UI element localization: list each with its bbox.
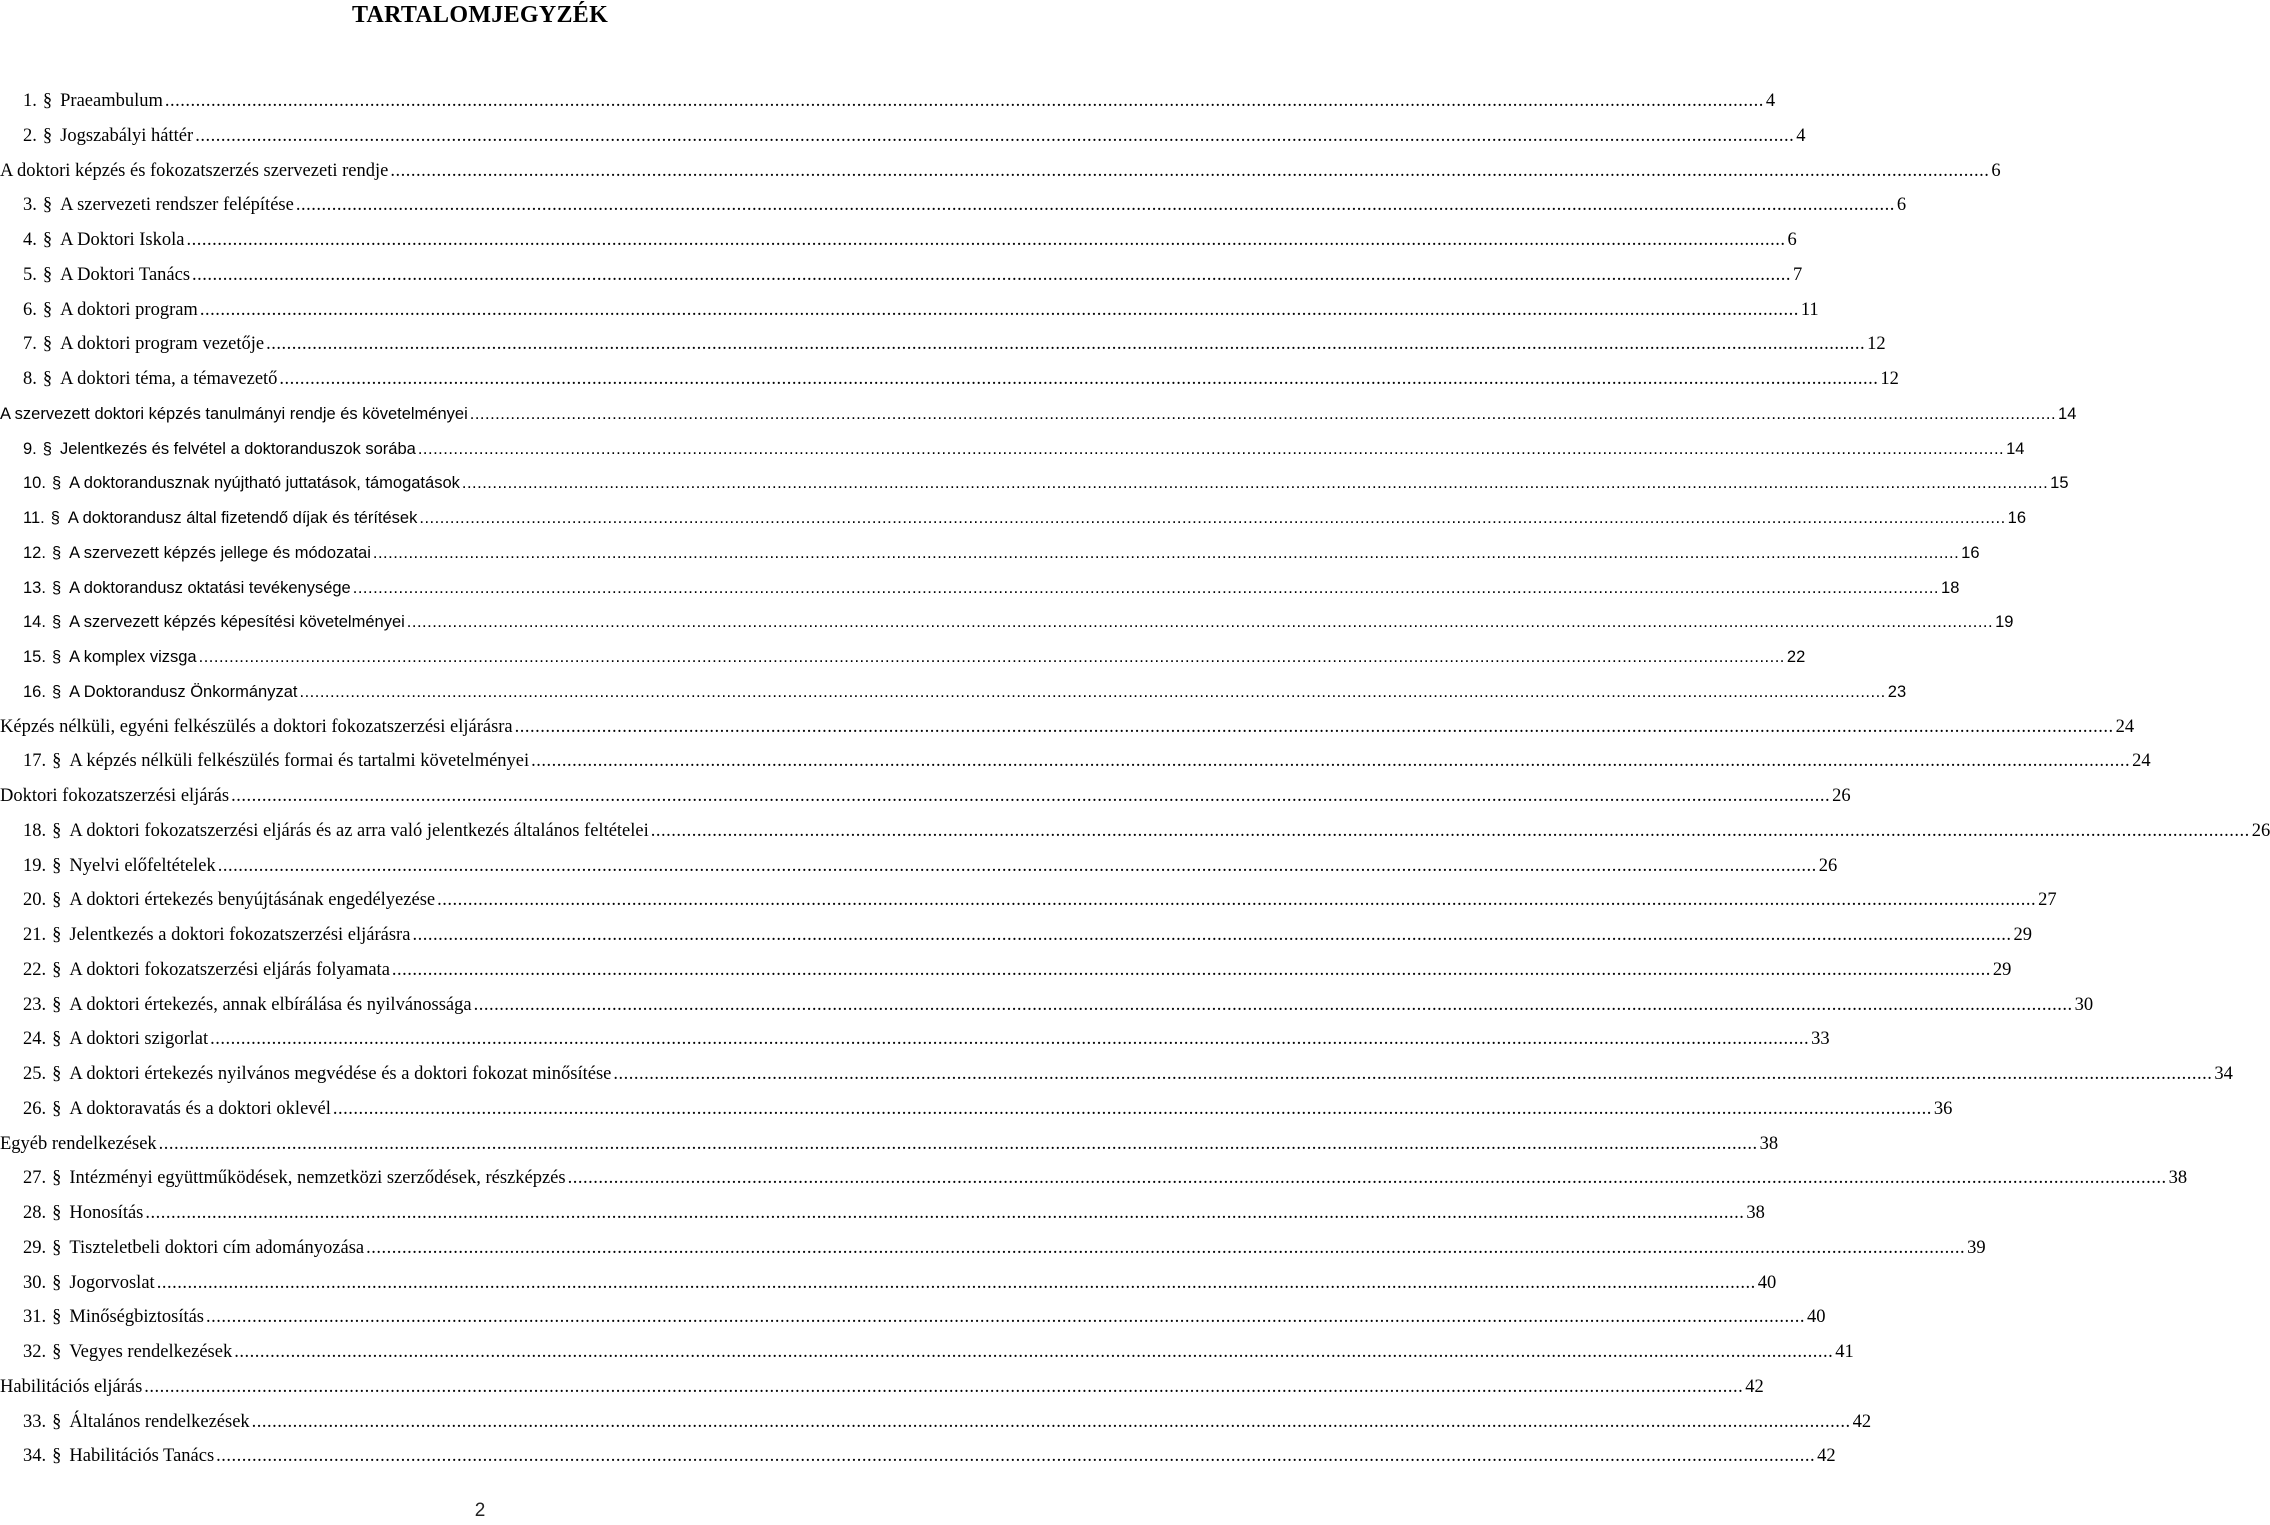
- toc-entry-label[interactable]: A doktorandusz által fizetendő díjak és térítések: [67, 509, 418, 527]
- toc-entry-number: 1.: [23, 91, 37, 111]
- toc-entry-number: 4.: [23, 230, 37, 250]
- section-sign-icon: §: [52, 855, 62, 876]
- section-sign-icon: §: [51, 613, 62, 632]
- section-sign-icon: §: [52, 890, 62, 911]
- toc-entry-label[interactable]: Tiszteletbeli doktori cím adományozása: [69, 1237, 365, 1258]
- toc-entry-number: 33.: [23, 1411, 47, 1432]
- toc-entry-page[interactable]: 38: [1746, 1203, 1765, 1223]
- section-sign-icon: §: [42, 230, 53, 250]
- toc-entry-page[interactable]: 42: [1817, 1446, 1836, 1467]
- toc-entry-page[interactable]: 14: [2006, 439, 2025, 458]
- toc-entry-label[interactable]: A doktorandusz oktatási tevékenysége: [69, 578, 351, 597]
- toc-entry-label[interactable]: A doktori fokozatszerzési eljárás és az arra való jelentkezés általános feltételei: [69, 820, 649, 841]
- section-sign-icon: §: [52, 1446, 62, 1467]
- toc-entry-label[interactable]: A szervezett képzés jellege és módozatai: [69, 543, 371, 562]
- section-sign-icon: §: [52, 751, 62, 772]
- toc-entry[interactable]: [0, 1370, 1764, 1405]
- toc-entry-label[interactable]: Intézményi együttműködések, nemzetközi szerződések, részképzés: [69, 1168, 566, 1189]
- section-sign-icon: §: [52, 1168, 62, 1189]
- toc-entry[interactable]: [0, 1022, 1830, 1057]
- toc-entry-label[interactable]: Egyéb rendelkezések: [0, 1133, 157, 1154]
- toc-entry-page[interactable]: 16: [1961, 543, 1980, 562]
- dot-leader: [145, 1196, 1744, 1231]
- toc-entry[interactable]: [0, 1439, 1836, 1474]
- section-sign-icon: §: [51, 474, 62, 493]
- toc-entry-page[interactable]: 30: [2074, 994, 2094, 1015]
- toc-entry-page[interactable]: 26: [1832, 786, 1851, 806]
- toc-entry-label[interactable]: A komplex vizsga: [69, 648, 197, 666]
- dot-leader: [234, 1335, 1833, 1370]
- toc-entry-page[interactable]: 4: [1765, 91, 1776, 111]
- toc-entry-page[interactable]: 33: [1811, 1029, 1830, 1050]
- dot-leader: [195, 119, 1794, 154]
- dot-leader: [392, 953, 1991, 988]
- toc-entry-label[interactable]: A doktori szigorlat: [69, 1029, 209, 1050]
- toc-entry-number: 26.: [23, 1098, 47, 1119]
- toc-entry[interactable]: [0, 466, 2069, 501]
- toc-title: TARTALOMJEGYZÉK: [351, 2, 609, 28]
- dot-leader: [218, 849, 1817, 884]
- toc-entry-page[interactable]: 24: [2115, 716, 2135, 737]
- dot-leader: [419, 501, 2005, 536]
- dot-leader: [568, 1161, 2167, 1196]
- toc-entry-label[interactable]: A Doktori Iskola: [60, 230, 185, 250]
- toc-entry-number: 23.: [23, 994, 47, 1015]
- toc-entry-label[interactable]: Vegyes rendelkezések: [69, 1342, 233, 1362]
- dot-leader: [407, 605, 1993, 640]
- toc-entry-label[interactable]: A doktoravatás és a doktori oklevél: [69, 1098, 331, 1119]
- toc-entry[interactable]: [0, 397, 2077, 432]
- toc-entry[interactable]: [0, 640, 1806, 675]
- toc-entry-page[interactable]: 41: [1835, 1342, 1854, 1362]
- page-number: 2: [474, 1500, 486, 1521]
- toc-entry-label[interactable]: A doktori program: [60, 299, 198, 320]
- toc-entry-page[interactable]: 22: [1786, 648, 1806, 666]
- toc-entry-number: 13.: [23, 578, 46, 597]
- toc-entry[interactable]: [0, 154, 2001, 189]
- toc-entry-number: 17.: [23, 751, 47, 772]
- toc-entry-label[interactable]: Képzés nélküli, egyéni felkészülés a doktori fokozatszerzési eljárásra: [0, 716, 513, 737]
- toc-entry-number: 21.: [23, 925, 47, 945]
- toc-entry-label[interactable]: Habilitációs eljárás: [0, 1376, 143, 1397]
- toc-entry-page[interactable]: 6: [1787, 230, 1797, 250]
- toc-entry-label[interactable]: Doktori fokozatszerzési eljárás: [0, 786, 230, 806]
- dot-leader: [412, 918, 2011, 953]
- dot-leader: [210, 1022, 1809, 1057]
- toc-entry-label[interactable]: Általános rendelkezések: [69, 1411, 250, 1432]
- dot-leader: [366, 1231, 1965, 1266]
- toc-entry-number: 30.: [23, 1272, 47, 1293]
- toc-entry[interactable]: [0, 571, 1960, 606]
- section-sign-icon: §: [52, 1064, 62, 1084]
- toc-entry[interactable]: [0, 1335, 1854, 1370]
- toc-entry-number: 24.: [23, 1029, 47, 1050]
- toc-entry[interactable]: [0, 327, 1886, 362]
- toc-entry-page[interactable]: 18: [1941, 578, 1960, 597]
- section-sign-icon: §: [52, 1342, 62, 1362]
- toc-entry-label[interactable]: A doktori téma, a témavezető: [60, 369, 278, 389]
- toc-entry-label[interactable]: A képzés nélküli felkészülés formai és tartalmi követelményei: [69, 751, 530, 772]
- toc-entry-page[interactable]: 24: [2132, 751, 2151, 772]
- dot-leader: [144, 1370, 1743, 1405]
- toc-entry-page[interactable]: 7: [1793, 264, 1803, 285]
- toc-entry-label[interactable]: Jogorvoslat: [69, 1272, 155, 1293]
- toc-entry-label[interactable]: Nyelvi előfeltételek: [69, 855, 216, 876]
- dot-leader: [299, 675, 1885, 710]
- toc-entry[interactable]: [0, 432, 2025, 467]
- toc-entry-page[interactable]: 26: [2251, 820, 2270, 841]
- dot-leader: [474, 988, 2073, 1023]
- toc-entry-number: 22.: [23, 959, 47, 980]
- toc-entry[interactable]: [0, 605, 2014, 640]
- toc-entry[interactable]: [0, 362, 1899, 397]
- section-sign-icon: §: [52, 1203, 62, 1223]
- toc-entry-number: 28.: [23, 1203, 47, 1223]
- dot-leader: [200, 293, 1799, 328]
- toc-entry-number: 18.: [23, 820, 47, 841]
- toc-entry-number: 14.: [23, 613, 46, 632]
- toc-entry[interactable]: [0, 1300, 1826, 1335]
- section-sign-icon: §: [52, 1029, 62, 1050]
- toc-entry-label[interactable]: A szervezeti rendszer felépítése: [60, 195, 294, 216]
- toc-entry[interactable]: [0, 675, 1907, 710]
- toc-entry-number: 12.: [23, 543, 46, 562]
- toc-entry-label[interactable]: A doktori értekezés, annak elbírálása és nyilvánossága: [69, 994, 472, 1015]
- dot-leader: [531, 744, 2130, 779]
- dot-leader: [373, 536, 1959, 571]
- dot-leader: [206, 1300, 1805, 1335]
- toc-entry-page[interactable]: 6: [1991, 160, 2001, 181]
- toc-entry-page[interactable]: 38: [2168, 1168, 2188, 1189]
- toc-entry-page[interactable]: 11: [1800, 299, 1819, 320]
- dot-leader: [199, 640, 1785, 675]
- toc-entry-number: 20.: [23, 890, 47, 911]
- dot-leader: [159, 1127, 1758, 1162]
- toc-entry[interactable]: [0, 188, 1907, 223]
- toc-entry-page[interactable]: 16: [2007, 509, 2027, 527]
- dot-leader: [418, 432, 2004, 467]
- toc-entry-label[interactable]: A doktori program vezetője: [60, 334, 265, 355]
- toc-entry[interactable]: [0, 84, 1776, 119]
- toc-entry-page[interactable]: 40: [1807, 1307, 1826, 1328]
- dot-leader: [651, 814, 2250, 849]
- toc-entry[interactable]: [0, 814, 2270, 849]
- toc-entry-number: 32.: [23, 1342, 47, 1362]
- toc-entry-number: 25.: [23, 1064, 47, 1084]
- toc-entry-page[interactable]: 34: [2214, 1064, 2233, 1084]
- toc-entry-label[interactable]: A doktori képzés és fokozatszerzés szervezeti rendje: [0, 160, 389, 181]
- section-sign-icon: §: [52, 820, 62, 841]
- dot-leader: [470, 397, 2056, 432]
- section-sign-icon: §: [42, 125, 53, 146]
- dot-leader: [266, 327, 1865, 362]
- toc-entry-number: 9.: [23, 439, 37, 458]
- toc-entry[interactable]: [0, 1057, 2233, 1092]
- section-sign-icon: §: [42, 299, 53, 320]
- section-sign-icon: §: [42, 195, 53, 216]
- dot-leader: [613, 1057, 2212, 1092]
- toc-entry-page[interactable]: 15: [2050, 474, 2069, 493]
- dot-leader: [333, 1092, 1932, 1127]
- section-sign-icon: §: [51, 543, 62, 562]
- toc-entry-page[interactable]: 27: [2038, 890, 2057, 911]
- toc-entry-label[interactable]: Minőségbiztosítás: [69, 1307, 205, 1328]
- toc-entry-label[interactable]: Jelentkezés és felvétel a doktoranduszok sorába: [59, 439, 416, 458]
- toc-entry[interactable]: [0, 849, 1838, 884]
- toc-entry-page[interactable]: 36: [1933, 1098, 1953, 1119]
- toc-entry-page[interactable]: 12: [1880, 369, 1899, 389]
- toc-entry-page[interactable]: 38: [1759, 1133, 1779, 1154]
- toc-entry-label[interactable]: A Doktori Tanács: [60, 264, 191, 285]
- toc-entry-page[interactable]: 42: [1852, 1411, 1872, 1432]
- dot-leader: [353, 571, 1939, 606]
- toc-entry-page[interactable]: 12: [1867, 334, 1886, 355]
- toc-entry-page[interactable]: 14: [2058, 404, 2077, 423]
- toc-entry-number: 6.: [23, 299, 37, 320]
- dot-leader: [252, 1405, 1851, 1440]
- dot-leader: [165, 84, 1764, 119]
- section-sign-icon: §: [52, 1307, 62, 1328]
- section-sign-icon: §: [52, 994, 62, 1015]
- toc-entry-page[interactable]: 42: [1745, 1376, 1764, 1397]
- toc-entry-number: 3.: [23, 195, 37, 216]
- toc-entry[interactable]: [0, 501, 2027, 536]
- toc-entry-number: 8.: [23, 369, 37, 389]
- toc-entry-page[interactable]: 19: [1995, 613, 2014, 632]
- toc-entry[interactable]: [0, 1161, 2188, 1196]
- section-sign-icon: §: [52, 1237, 62, 1258]
- section-sign-icon: §: [42, 439, 52, 458]
- toc-entry[interactable]: [0, 293, 1819, 328]
- toc-entry-page[interactable]: 39: [1967, 1237, 1986, 1258]
- section-sign-icon: §: [42, 91, 53, 111]
- dot-leader: [186, 223, 1785, 258]
- toc-entry[interactable]: [0, 953, 2012, 988]
- toc-entry[interactable]: [0, 1405, 1872, 1440]
- dot-leader: [390, 154, 1989, 189]
- toc-entry-number: 27.: [23, 1168, 47, 1189]
- toc-entry-label[interactable]: Habilitációs Tanács: [69, 1446, 215, 1467]
- toc-entry-number: 2.: [23, 125, 37, 146]
- section-sign-icon: §: [42, 369, 53, 389]
- toc-entry-label[interactable]: Jelentkezés a doktori fokozatszerzési eljárásra: [69, 925, 411, 945]
- toc-entry[interactable]: [0, 223, 1797, 258]
- toc-entry[interactable]: [0, 883, 2057, 918]
- toc-entry-label[interactable]: A doktori értekezés nyilvános megvédése és a doktori fokozat minősítése: [69, 1064, 612, 1084]
- section-sign-icon: §: [52, 1272, 62, 1293]
- toc-entry[interactable]: [0, 918, 2032, 953]
- toc-entry-page[interactable]: 29: [1992, 959, 2012, 980]
- dot-leader: [216, 1439, 1815, 1474]
- toc-entry-label[interactable]: A Doktorandusz Önkormányzat: [69, 682, 298, 701]
- toc-entry-label[interactable]: A doktori fokozatszerzési eljárás folyamata: [69, 959, 390, 980]
- dot-leader: [279, 362, 1878, 397]
- toc-entry-number: 29.: [23, 1237, 47, 1258]
- table-of-contents: [0, 84, 2270, 1474]
- toc-entry-number: 11.: [23, 509, 45, 527]
- toc-entry-number: 5.: [23, 264, 37, 285]
- toc-entry-label[interactable]: A szervezett doktori képzés tanulmányi rendje és követelményei: [0, 404, 468, 423]
- toc-entry-number: 16.: [23, 682, 46, 701]
- section-sign-icon: §: [42, 334, 53, 355]
- dot-leader: [462, 466, 2048, 501]
- toc-entry-page[interactable]: 29: [2013, 925, 2032, 945]
- toc-entry[interactable]: [0, 1127, 1779, 1162]
- toc-entry[interactable]: [0, 1231, 1986, 1266]
- section-sign-icon: §: [50, 509, 60, 527]
- toc-entry[interactable]: [0, 536, 1980, 571]
- dot-leader: [296, 188, 1895, 223]
- toc-entry-number: 31.: [23, 1307, 47, 1328]
- dot-leader: [231, 779, 1830, 814]
- toc-entry[interactable]: [0, 779, 1851, 814]
- toc-entry[interactable]: [0, 744, 2151, 779]
- dot-leader: [192, 258, 1791, 293]
- section-sign-icon: §: [52, 925, 62, 945]
- dot-leader: [437, 883, 2036, 918]
- dot-leader: [157, 1266, 1756, 1301]
- section-sign-icon: §: [42, 264, 53, 285]
- toc-entry-page[interactable]: 4: [1796, 125, 1806, 146]
- toc-entry-number: 19.: [23, 855, 47, 876]
- section-sign-icon: §: [51, 682, 62, 701]
- section-sign-icon: §: [52, 959, 62, 980]
- section-sign-icon: §: [52, 1098, 62, 1119]
- toc-entry-label[interactable]: Praeambulum: [60, 91, 163, 111]
- toc-entry-page[interactable]: 23: [1887, 682, 1907, 701]
- toc-entry[interactable]: [0, 988, 2094, 1023]
- toc-entry[interactable]: [0, 119, 1806, 154]
- toc-entry-number: 34.: [23, 1446, 47, 1467]
- toc-entry[interactable]: [0, 1196, 1765, 1231]
- toc-entry-label[interactable]: A szervezett képzés képesítési követelményei: [69, 613, 405, 632]
- dot-leader: [515, 710, 2114, 745]
- toc-entry-label[interactable]: A doktori értekezés benyújtásának engedélyezése: [69, 890, 436, 911]
- toc-entry[interactable]: [0, 1092, 1953, 1127]
- toc-entry-page[interactable]: 6: [1896, 195, 1907, 216]
- section-sign-icon: §: [51, 648, 62, 666]
- toc-entry-number: 10.: [23, 474, 46, 493]
- toc-entry-label[interactable]: A doktorandusznak nyújtható juttatások, támogatások: [69, 474, 460, 493]
- toc-entry-page[interactable]: 26: [1818, 855, 1838, 876]
- section-sign-icon: §: [52, 1411, 62, 1432]
- toc-entry[interactable]: [0, 1266, 1777, 1301]
- toc-entry-number: 15.: [23, 648, 46, 666]
- toc-entry-number: 7.: [23, 334, 37, 355]
- toc-entry[interactable]: [0, 710, 2135, 745]
- toc-entry-label[interactable]: Honosítás: [69, 1203, 144, 1223]
- section-sign-icon: §: [51, 578, 62, 597]
- toc-entry-label[interactable]: Jogszabályi háttér: [60, 125, 194, 146]
- toc-entry[interactable]: [0, 258, 1803, 293]
- toc-entry-page[interactable]: 40: [1757, 1272, 1777, 1293]
